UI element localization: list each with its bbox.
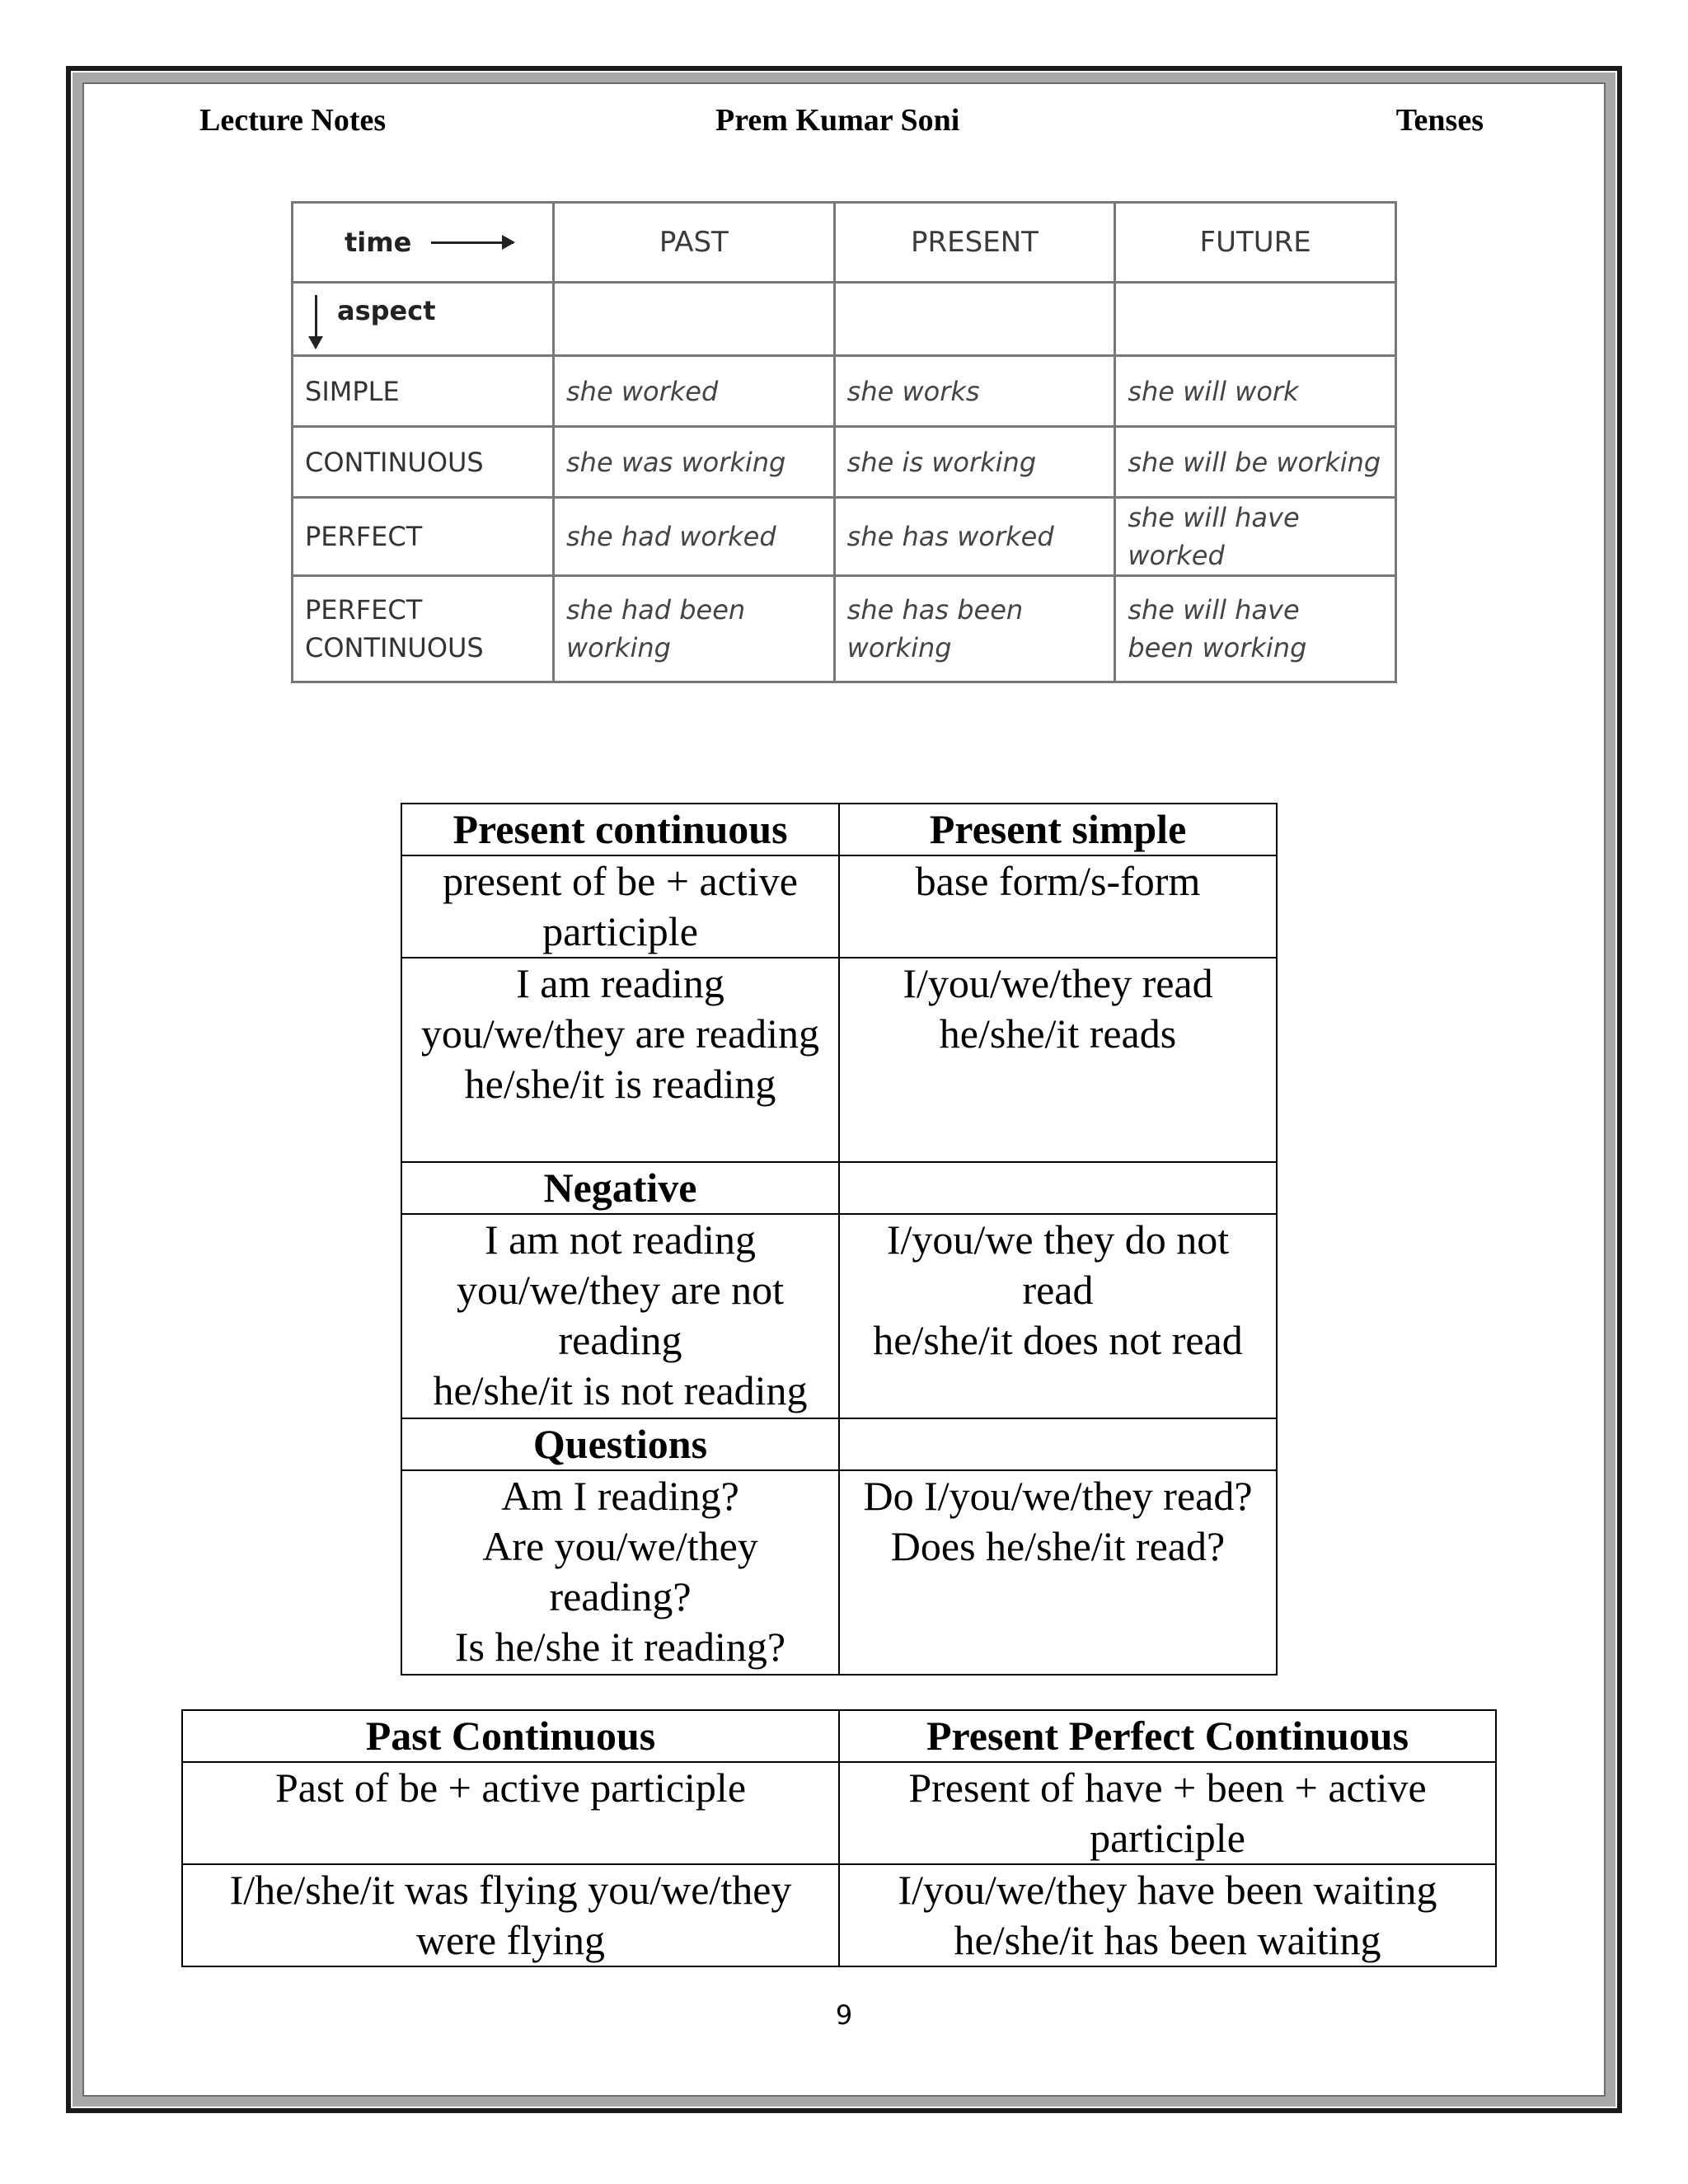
table-cell: base form/s-form (839, 855, 1277, 958)
table-header-row (182, 1710, 1496, 1762)
row-label: SIMPLE (293, 356, 554, 427)
table-cell: Past of be + active participle (182, 1762, 839, 1864)
grid-cell: she worked (554, 356, 835, 427)
table-header-row (401, 804, 1277, 855)
aspect-cell (293, 283, 554, 356)
row-label: PERFECT (293, 498, 554, 576)
grid-header-row (293, 203, 1396, 283)
affirmative-row (401, 958, 1277, 1162)
table-cell: I am not reading you/we/they are not reading he/she/it is not reading (401, 1214, 839, 1418)
grid-cell: she was working (554, 427, 835, 498)
time-label: time (345, 227, 412, 258)
empty-cell (839, 1418, 1277, 1470)
aspect-label: aspect (337, 295, 436, 326)
arrow-right-icon (431, 241, 513, 244)
column-header: Present Perfect Continuous (839, 1710, 1496, 1762)
column-header-past: PAST (554, 203, 835, 283)
present-comparison-table (401, 803, 1278, 1675)
grid-cell: she is working (834, 427, 1115, 498)
table-cell: I/you/we they do not read he/she/it does not read (839, 1214, 1277, 1418)
grid-cell: she has worked (834, 498, 1115, 576)
formation-row (401, 855, 1277, 958)
grid-row-perfect-continuous (293, 576, 1396, 682)
header-left: Lecture Notes (199, 103, 387, 138)
header-author: Prem Kumar Soni (715, 103, 960, 138)
grid-cell: she works (834, 356, 1115, 427)
row-label: CONTINUOUS (293, 427, 554, 498)
grid-cell: she has been working (834, 576, 1115, 682)
questions-row (401, 1470, 1277, 1675)
negative-heading-row (401, 1162, 1277, 1214)
table-cell: Do I/you/we/they read? Does he/she/it read? (839, 1470, 1277, 1675)
empty-cell (554, 283, 835, 356)
column-header: Present continuous (401, 804, 839, 855)
past-comparison-table (181, 1709, 1497, 1967)
section-heading: Negative (401, 1162, 839, 1214)
column-header: Present simple (839, 804, 1277, 855)
grid-cell: she had worked (554, 498, 835, 576)
table-cell: I/he/she/it was flying you/we/they were flying (182, 1864, 839, 1966)
arrow-down-icon (315, 295, 317, 346)
empty-cell (834, 283, 1115, 356)
empty-cell (1115, 283, 1396, 356)
table-cell: I/you/we/they read he/she/it reads (839, 958, 1277, 1162)
tense-aspect-grid (291, 201, 1397, 683)
page-number: 9 (835, 1999, 853, 2031)
table-cell: Am I reading? Are you/we/they reading? Is he/she it reading? (401, 1470, 839, 1675)
column-header: Past Continuous (182, 1710, 839, 1762)
section-heading: Questions (401, 1418, 839, 1470)
grid-row-continuous (293, 427, 1396, 498)
row-label: PERFECT CONTINUOUS (293, 576, 554, 682)
aspect-row (293, 283, 1396, 356)
grid-cell: she will have worked (1115, 498, 1396, 576)
time-cell (293, 203, 554, 283)
grid-cell: she will be working (1115, 427, 1396, 498)
table-cell: present of be + active participle (401, 855, 839, 958)
grid-row-perfect (293, 498, 1396, 576)
grid-cell: she had been working (554, 576, 835, 682)
example-row (182, 1864, 1496, 1966)
column-header-future: FUTURE (1115, 203, 1396, 283)
empty-cell (839, 1162, 1277, 1214)
formation-row (182, 1762, 1496, 1864)
header-topic: Tenses (1395, 103, 1484, 138)
negative-row (401, 1214, 1277, 1418)
grid-cell: she will work (1115, 356, 1396, 427)
table-cell: Present of have + been + active participle (839, 1762, 1496, 1864)
table-cell: I am reading you/we/they are reading he/she/it is reading (401, 958, 839, 1162)
grid-cell: she will have been working (1115, 576, 1396, 682)
questions-heading-row (401, 1418, 1277, 1470)
column-header-present: PRESENT (834, 203, 1115, 283)
grid-row-simple (293, 356, 1396, 427)
table-cell: I/you/we/they have been waiting he/she/it has been waiting (839, 1864, 1496, 1966)
